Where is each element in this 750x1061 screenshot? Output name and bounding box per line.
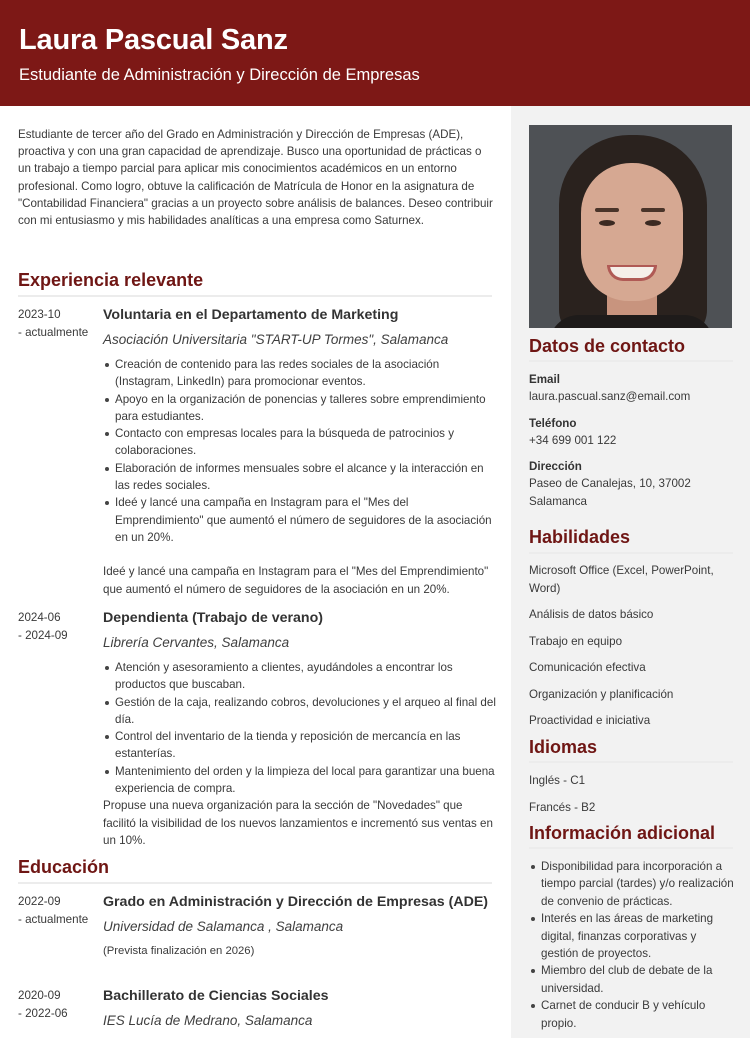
skill-item: Trabajo en equipo [529,635,623,648]
address-value: Paseo de Canalejas, 10, 37002 Salamanca [529,477,691,508]
sidebar [511,106,750,1038]
entry-date [18,987,98,1022]
list-item: Elaboración de informes mensuales sobre el alcance y la interacción en las redes sociales. [103,460,496,495]
skill-item: Microsoft Office (Excel, PowerPoint, Word) [529,564,714,595]
skill-item: Análisis de datos básico [529,608,654,621]
list-item: Mantenimiento del orden y la limpieza del local para garantizar una buena experiencia de compra. [103,763,496,798]
date-end: - actualmente [18,325,89,339]
languages-heading: Idiomas [529,737,598,757]
email-value[interactable]: laura.pascual.sanz@email.com [529,390,691,403]
candidate-name: Laura Pascual Sanz [19,24,288,56]
contact-heading: Datos de contacto [529,336,686,356]
address-label: Dirección [529,460,582,473]
list-item: Interés en las áreas de marketing digital, finanzas corporativas y gestión de proyectos. [529,910,734,962]
section-divider [529,360,733,362]
date-start: 2022-09 [18,895,61,908]
section-divider [529,847,733,849]
section-divider [18,882,492,884]
organization: Asociación Universitaria "START-UP Tormes", Salamanca [103,332,449,347]
achievement-note: Propuse una nueva organización para la sección de "Novedades" que facilitó la visibilidad de los nuevos lanzamientos e incrementó sus ventas en un 10%. [103,799,493,847]
list-item: Contacto con empresas locales para la búsqueda de patrocinios y colaboraciones. [103,425,496,460]
entry-date [18,893,98,928]
resume-header [0,0,750,106]
date-end: - 2022-06 [18,1006,68,1020]
skill-item: Comunicación efectiva [529,661,646,674]
entry-date [18,609,98,644]
list-item: Atención y asesoramiento a clientes, ayudándoles a encontrar los productos que buscaban. [103,659,496,694]
school-name: IES Lucía de Medrano, Salamanca [103,1013,313,1028]
school-name: Universidad de Salamanca , Salamanca [103,919,344,934]
achievement-note: Ideé y lancé una campaña en Instagram para el "Mes del Emprendimiento" que aumentó el número de seguidores de la asociación en un 20%. [103,565,489,596]
list-item: Gestión de la caja, realizando cobros, devoluciones y el arqueo al final del día. [103,694,496,729]
list-item: Apoyo en la organización de ponencias y talleres sobre emprendimiento para estudiantes. [103,391,496,426]
degree-title: Bachillerato de Ciencias Sociales [103,988,329,1004]
list-item: Ideé y lancé una campaña en Instagram para el "Mes del Emprendimiento" que aumentó el número de seguidores de la asociación en un 20%. [103,494,496,546]
responsibilities-list [103,659,496,797]
list-item: Creación de contenido para las redes sociales de la asociación (Instagram, LinkedIn) para promocionar eventos. [103,356,496,391]
responsibilities-list [103,356,496,546]
job-title: Voluntaria en el Departamento de Marketing [103,307,399,323]
experience-heading: Experiencia relevante [18,270,204,290]
list-item: Carnet de conducir B y vehículo propio. [529,997,734,1032]
candidate-title: Estudiante de Administración y Dirección de Empresas [19,66,420,84]
email-label: Email [529,373,560,386]
date-end: - actualmente [18,912,89,926]
language-item: Francés - B2 [529,801,596,814]
list-item: Disponibilidad para incorporación a tiempo parcial (tardes) y/o realización de convenio de prácticas. [529,858,734,910]
list-item: Miembro del club de debate de la universidad. [529,962,734,997]
job-title: Dependienta (Trabajo de verano) [103,610,323,626]
organization: Librería Cervantes, Salamanca [103,635,290,650]
education-note: (Prevista finalización en 2026) [103,945,255,957]
section-divider [529,552,733,554]
additional-info-list [529,858,734,1032]
phone-value[interactable]: +34 699 001 122 [529,434,617,447]
education-heading: Educación [18,857,110,877]
section-divider [529,761,733,763]
skill-item: Proactividad e iniciativa [529,714,651,727]
skills-heading: Habilidades [529,527,631,547]
language-item: Inglés - C1 [529,774,586,787]
skill-item: Organización y planificación [529,688,674,701]
date-end: - 2024-09 [18,628,68,642]
section-divider [18,295,492,297]
additional-info-heading: Información adicional [529,823,716,843]
profile-summary: Estudiante de tercer año del Grado en Administración y Dirección de Empresas (ADE), proactiva y con una gran capacidad de aprendizaje. Busco una oportunidad de prácticas o un trabajo a tiempo parcial para aplicar mis conocimientos académicos en un entorno profesional. Como logro, obtuve la calificación de Matrícula de Honor en la asignatura de "Contabilidad Financiera" gracias a un proyecto sobre análisis de balances. Deseo contribuir con mi entusiasmo y mis habilidades analíticas a una empresa como Saturnex. [18,128,493,228]
phone-label: Teléfono [529,417,577,430]
degree-title: Grado en Administración y Dirección de Empresas (ADE) [103,894,489,910]
list-item: Control del inventario de la tienda y reposición de mercancía en las estanterías. [103,728,496,763]
entry-date [18,306,98,341]
profile-photo [529,125,732,328]
date-start: 2020-09 [18,989,61,1002]
main-column [0,106,511,1061]
date-start: 2023-10 [18,308,61,321]
date-start: 2024-06 [18,611,61,624]
